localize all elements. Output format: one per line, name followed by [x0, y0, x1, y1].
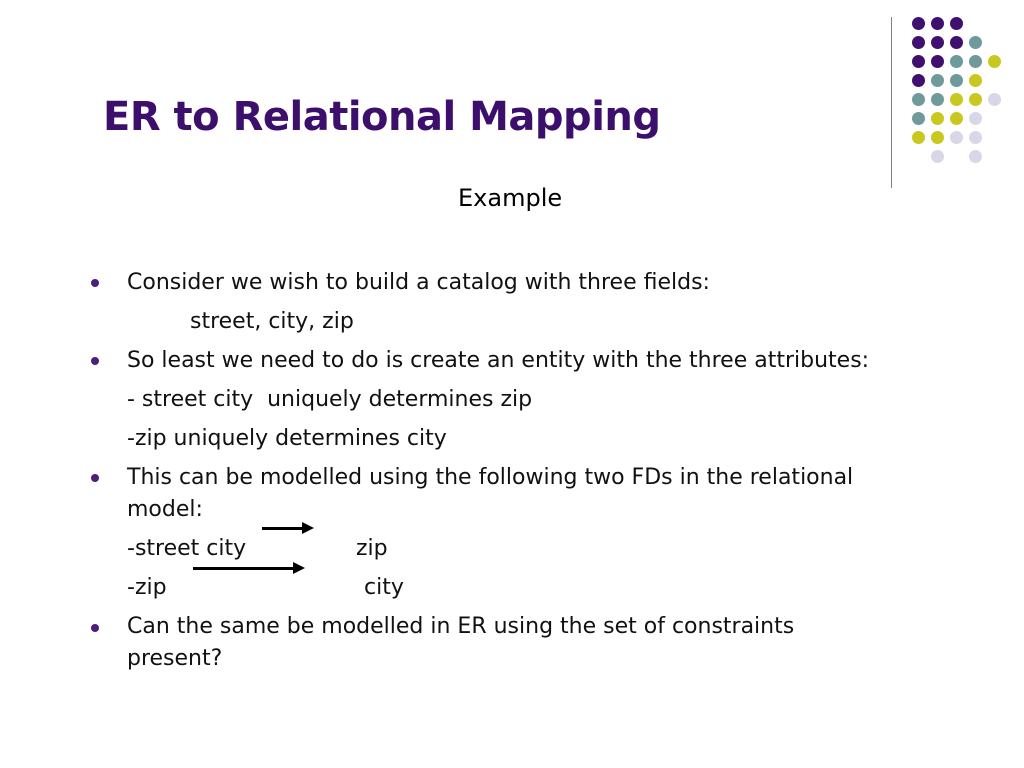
- decor-dot: [912, 112, 925, 125]
- decor-dot: [969, 93, 982, 106]
- decor-dot: [931, 112, 944, 125]
- decor-dot: [988, 55, 1001, 68]
- decor-dot: [950, 112, 963, 125]
- decor-dot: [931, 36, 944, 49]
- arrow-icon: [262, 527, 304, 530]
- decor-dot: [969, 150, 982, 163]
- bullet-text: Can the same be modelled in ER using the set of constraints: [127, 614, 795, 639]
- bullet-text-cont: present?: [127, 646, 223, 671]
- sub-text: - street city uniquely determines zip: [127, 387, 533, 412]
- decor-dot: [950, 17, 963, 30]
- fd-left: -zip: [127, 575, 167, 600]
- slide-title: ER to Relational Mapping: [103, 94, 661, 140]
- decor-dot: [931, 131, 944, 144]
- decor-dot: [931, 17, 944, 30]
- decor-dot: [912, 93, 925, 106]
- sub-text: -zip uniquely determines city: [127, 426, 447, 451]
- decor-dot: [969, 112, 982, 125]
- bullet-marker: [91, 624, 99, 632]
- decor-dot: [912, 55, 925, 68]
- fd-left: -street city: [127, 536, 247, 561]
- decor-dot: [950, 131, 963, 144]
- decorative-divider: [891, 17, 892, 188]
- decor-dot: [969, 131, 982, 144]
- decor-dot: [950, 74, 963, 87]
- decor-dot: [969, 55, 982, 68]
- decor-dot: [931, 74, 944, 87]
- decor-dot: [988, 93, 1001, 106]
- decor-dot: [969, 74, 982, 87]
- bullet-text: Consider we wish to build a catalog with three fields:: [127, 270, 710, 295]
- decor-dot: [950, 93, 963, 106]
- sub-text: street, city, zip: [190, 309, 354, 334]
- slide-subtitle: Example: [458, 184, 563, 212]
- bullet-text: This can be modelled using the following two FDs in the relational: [127, 465, 854, 490]
- fd-right: city: [364, 575, 404, 600]
- fd-right: zip: [356, 536, 388, 561]
- bullet-text: So least we need to do is create an entity with the three attributes:: [127, 348, 870, 373]
- decor-dot: [912, 36, 925, 49]
- decor-dot: [912, 17, 925, 30]
- decor-dot: [931, 150, 944, 163]
- decor-dot: [931, 55, 944, 68]
- decor-dot: [950, 55, 963, 68]
- bullet-marker: [91, 279, 99, 287]
- decor-dot: [950, 36, 963, 49]
- decor-dot: [931, 93, 944, 106]
- decor-dot: [912, 131, 925, 144]
- decor-dot: [912, 74, 925, 87]
- bullet-marker: [91, 474, 99, 482]
- bullet-text-cont: model:: [127, 497, 203, 522]
- bullet-marker: [91, 357, 99, 365]
- decor-dot: [969, 36, 982, 49]
- arrow-icon: [193, 567, 295, 570]
